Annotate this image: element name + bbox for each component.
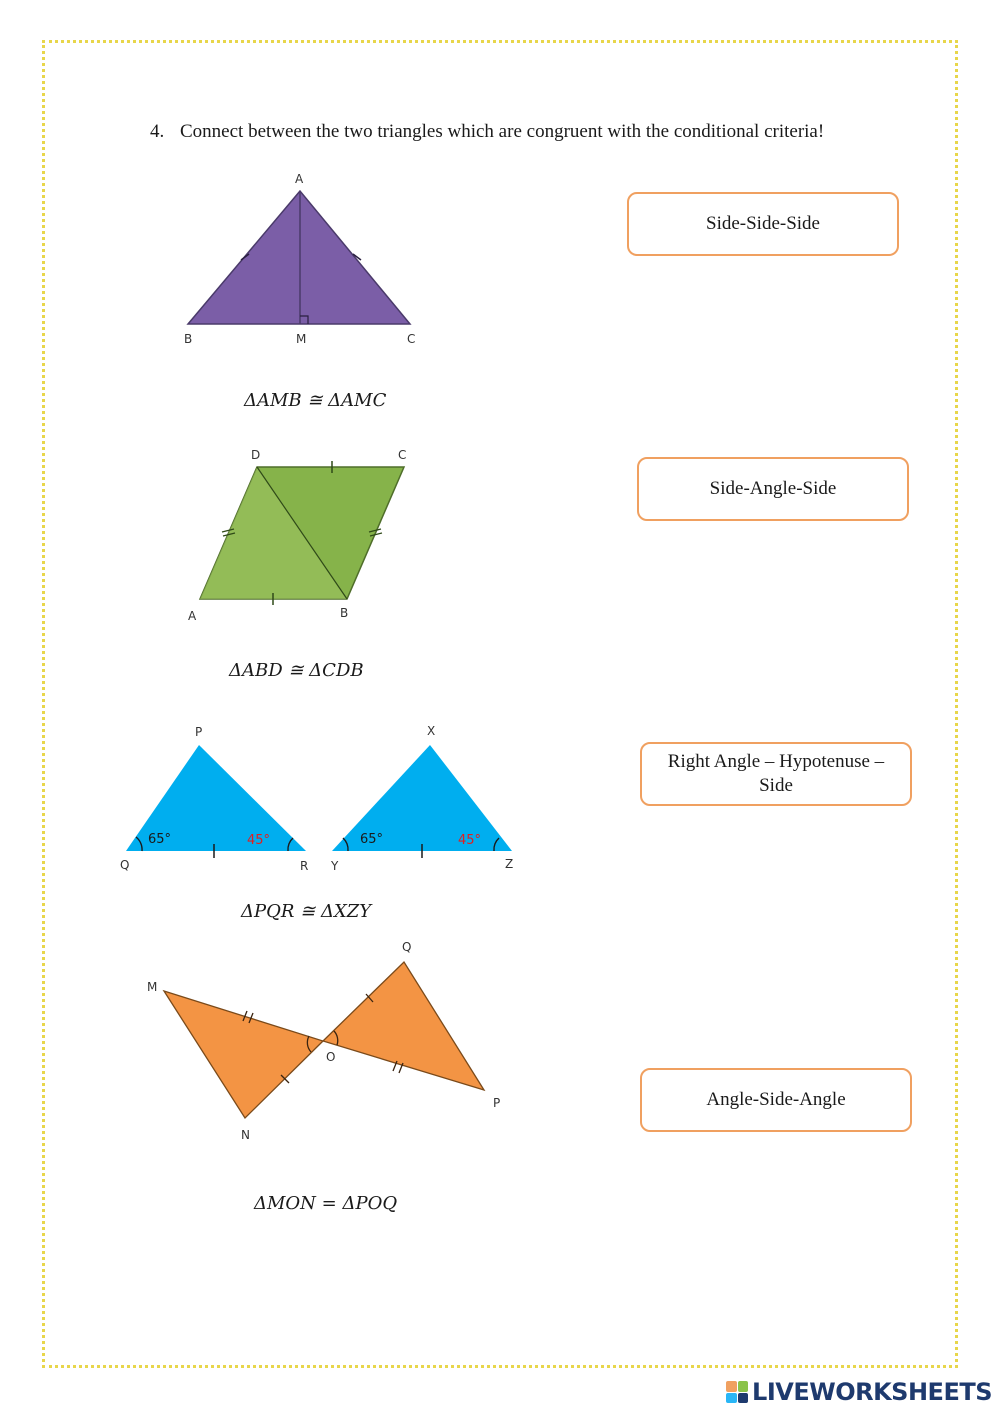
vertex-p-label: P bbox=[493, 1096, 501, 1110]
criteria-label: Side-Side-Side bbox=[706, 213, 820, 234]
triangle-xyz-shape bbox=[332, 745, 512, 851]
vertex-a-label: A bbox=[188, 609, 197, 623]
vertex-z-label: Z bbox=[505, 857, 514, 871]
vertex-c-label: C bbox=[407, 332, 416, 346]
triangles-mon-poq-diagram bbox=[140, 935, 520, 1150]
figure-triangles-pqr-xzy bbox=[110, 720, 530, 880]
question bbox=[150, 121, 824, 143]
angle-r-label: 45° bbox=[247, 833, 271, 848]
vertex-n-label: N bbox=[241, 1128, 250, 1142]
vertex-q-label: Q bbox=[402, 940, 412, 954]
vertex-d-label: D bbox=[251, 448, 261, 462]
liveworksheets-brand[interactable] bbox=[726, 1379, 992, 1405]
caption-2: ΔABD ≅ ΔCDB bbox=[229, 660, 364, 681]
criteria-label: Side-Angle-Side bbox=[709, 478, 837, 499]
caption-3: ΔPQR ≅ ΔXZY bbox=[241, 901, 372, 922]
liveworksheets-logo-icon bbox=[726, 1381, 748, 1403]
criteria-label: Right Angle – Hypotenuse – Side bbox=[667, 751, 885, 796]
vertex-p-label: P bbox=[195, 725, 203, 739]
brand-name: LIVEWORKSHEETS bbox=[752, 1378, 992, 1406]
vertex-c-label: C bbox=[398, 448, 407, 462]
vertex-a-label: A bbox=[295, 172, 304, 186]
triangle-poq-shape bbox=[323, 962, 484, 1090]
vertex-m-label: M bbox=[147, 980, 158, 994]
angle-z-label: 45° bbox=[458, 833, 482, 848]
caption-1: ΔAMB ≅ ΔAMC bbox=[244, 390, 387, 411]
criteria-box-sss[interactable] bbox=[627, 192, 899, 256]
criteria-box-asa[interactable] bbox=[640, 1068, 912, 1132]
vertex-q-label: Q bbox=[120, 858, 130, 872]
figure-parallelogram-abd-cdb bbox=[180, 440, 430, 630]
caption-4: ΔMON = ΔPOQ bbox=[254, 1193, 398, 1214]
figure-triangle-amb-amc bbox=[180, 168, 430, 353]
vertex-x-label: X bbox=[427, 724, 436, 738]
vertex-b-label: B bbox=[184, 332, 193, 346]
parallelogram-diagram bbox=[180, 440, 430, 630]
figure-triangles-mon-poq bbox=[140, 935, 520, 1150]
criteria-label: Angle-Side-Angle bbox=[706, 1089, 846, 1110]
vertex-y-label: Y bbox=[331, 859, 339, 873]
vertex-b-label: B bbox=[340, 606, 349, 620]
triangle-abc-diagram bbox=[180, 168, 430, 353]
vertex-r-label: R bbox=[300, 859, 309, 873]
criteria-box-sas[interactable] bbox=[637, 457, 909, 521]
triangle-mon-shape bbox=[164, 991, 323, 1118]
question-text: Connect between the two triangles which are congruent with the conditional criteria! bbox=[180, 121, 825, 142]
vertex-m-label: M bbox=[296, 332, 307, 346]
criteria-box-rhs[interactable] bbox=[640, 742, 912, 806]
triangles-pqr-xyz-diagram bbox=[110, 720, 530, 880]
vertex-o-label: O bbox=[326, 1050, 336, 1064]
question-number: 4. bbox=[150, 121, 165, 142]
angle-q-label: 65° bbox=[148, 832, 172, 847]
angle-y-label: 65° bbox=[360, 832, 384, 847]
triangle-abc-shape bbox=[188, 191, 410, 324]
